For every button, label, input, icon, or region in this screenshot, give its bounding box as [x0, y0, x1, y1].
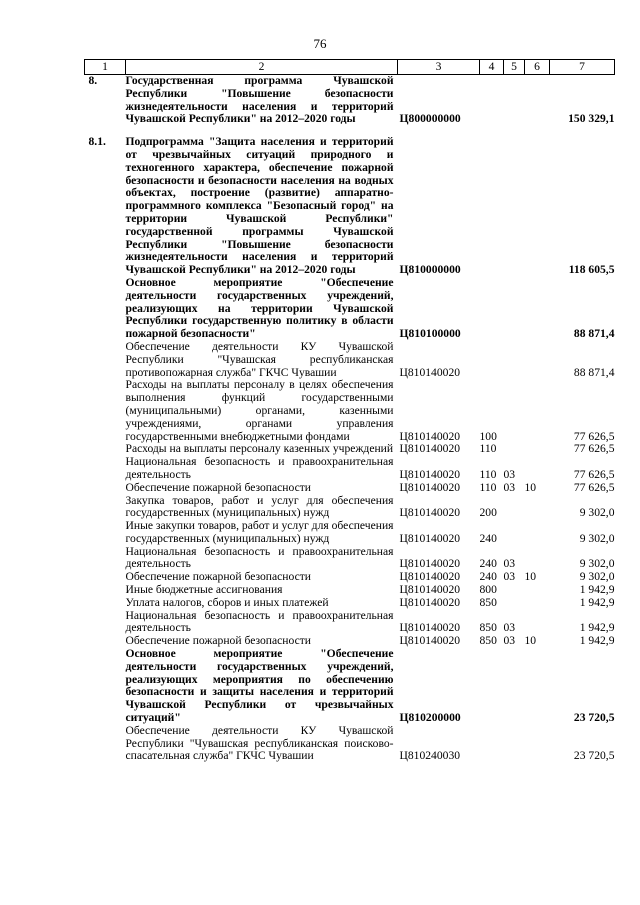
page-number: 76 [313, 36, 327, 51]
row-number [85, 610, 126, 636]
budget-table [84, 59, 615, 763]
row-number [85, 277, 126, 341]
row-target-code: Ц810140020 [399, 570, 461, 584]
row-section [504, 443, 525, 456]
row-subsection [525, 277, 550, 341]
row-expense-type [480, 341, 504, 379]
row-number [85, 341, 126, 379]
row-target-code: Ц810140020 [399, 480, 461, 494]
row-section: 03 [503, 557, 516, 571]
row-target-code: Ц810240030 [399, 749, 461, 763]
header-col-6: 6 [525, 60, 550, 75]
row-expense-type: 240 [479, 557, 497, 571]
table-row [85, 482, 615, 495]
row-number [85, 648, 126, 725]
row-number [85, 725, 126, 763]
row-subsection [525, 597, 550, 610]
row-name: Национальная безопасность и правоохранительная деятельность [125, 455, 394, 481]
row-expense-type [480, 277, 504, 341]
row-name: Обеспечение пожарной безопасности [125, 634, 312, 648]
row-amount: 118 605,5 [568, 263, 615, 277]
row-subsection: 10 [524, 570, 537, 584]
row-number [85, 482, 126, 495]
row-section [504, 277, 525, 341]
row-section: 03 [503, 480, 516, 494]
row-expense-type: 850 [479, 621, 497, 635]
row-expense-type: 850 [479, 634, 497, 648]
row-subsection [525, 725, 550, 763]
row-target-code: Ц810000000 [399, 263, 461, 277]
row-name: Иные бюджетные ассигнования [125, 583, 283, 597]
row-subsection [525, 520, 550, 546]
row-amount: 23 720,5 [573, 711, 615, 725]
row-subsection [525, 341, 550, 379]
row-number: 8. [88, 74, 98, 87]
table-row [85, 520, 615, 546]
row-number [85, 456, 126, 482]
table-row [85, 341, 615, 379]
row-subsection [525, 456, 550, 482]
row-amount: 9 302,0 [579, 570, 615, 584]
row-subsection [525, 495, 550, 521]
row-target-code: Ц810140020 [399, 531, 461, 545]
row-target-code: Ц810140020 [399, 595, 461, 609]
row-amount: 1 942,9 [579, 621, 615, 635]
row-name: Основное мероприятие "Обеспечение деятельности государственных учреждений, реализующих на территории Чувашской Республики государственную политику в области пожарной безопасности" [125, 275, 394, 341]
row-target-code: Ц810140020 [399, 557, 461, 571]
table-row [85, 648, 615, 725]
row-name: Государственная программа Чувашской Республики "Повышение безопасности жизнедеятельности населения и территорий Чувашской Республики" на 2012–2020 годы [125, 74, 394, 126]
row-number [85, 520, 126, 546]
row-section: 03 [503, 467, 516, 481]
table-body [85, 75, 615, 764]
header-col-2: 2 [126, 60, 398, 75]
header-col-4: 4 [480, 60, 504, 75]
row-name: Расходы на выплаты персоналу в целях обеспечения выполнения функций государственными (муниципальными) органами, казенными учреждениями, органами управления государственными внебюджетными фондами [125, 378, 394, 443]
row-name: Обеспечение деятельности КУ Чувашской Республики "Чувашская республиканская поисково-спасательная служба" ГКЧС Чувашии [125, 723, 394, 763]
row-expense-type: 110 [479, 480, 497, 494]
row-amount: 9 302,0 [579, 506, 615, 520]
row-number [85, 584, 126, 597]
row-number [85, 635, 126, 648]
row-amount: 1 942,9 [579, 595, 615, 609]
row-section [504, 75, 525, 127]
row-amount: 77 626,5 [573, 480, 615, 494]
row-target-code: Ц810140020 [399, 506, 461, 520]
row-amount: 88 871,4 [573, 327, 615, 341]
row-amount: 88 871,4 [573, 365, 615, 379]
row-expense-type [480, 648, 504, 725]
row-number [85, 379, 126, 443]
row-name: Закупка товаров, работ и услуг для обеспечения государственных (муниципальных) нужд [125, 493, 394, 520]
header-col-7: 7 [550, 60, 615, 75]
row-subsection: 10 [524, 634, 537, 648]
row-section [504, 495, 525, 521]
row-name: Подпрограмма "Защита населения и территорий от чрезвычайных ситуаций природного и техногенного характера, обеспечение пожарной безопасности и безопасности населения на водных объектах, построение (развитие) аппаратно-программного комплекса "Безопасный город" на территории Чувашской Республики" государственной программы Чувашской Республики "Повышение безопасности жизнедеятельности населения и территорий Чувашской Республики" на 2012–2020 годы [125, 135, 394, 277]
row-amount: 9 302,0 [579, 531, 615, 545]
row-section [504, 379, 525, 443]
row-section [504, 136, 525, 277]
row-target-code: Ц810140020 [399, 583, 461, 597]
row-number [85, 571, 126, 584]
row-name: Уплата налогов, сборов и иных платежей [125, 595, 329, 609]
row-number [85, 597, 126, 610]
row-amount: 77 626,5 [573, 442, 615, 456]
row-section: 03 [503, 634, 516, 648]
header-col-5: 5 [504, 60, 525, 75]
row-amount: 1 942,9 [579, 583, 615, 597]
row-number [85, 546, 126, 572]
row-expense-type [480, 75, 504, 127]
row-name: Обеспечение деятельности КУ Чувашской Республики "Чувашская республиканская противопожарная служба" ГКЧС Чувашии [125, 339, 394, 379]
row-subsection [525, 546, 550, 572]
row-expense-type: 200 [479, 506, 497, 520]
row-target-code: Ц810140020 [399, 365, 461, 379]
row-subsection [525, 648, 550, 725]
row-number [85, 443, 126, 456]
table-row [85, 597, 615, 610]
row-section [504, 648, 525, 725]
row-number [85, 495, 126, 521]
header-col-1: 1 [85, 60, 126, 75]
row-target-code: Ц800000000 [399, 112, 461, 126]
header-col-3: 3 [398, 60, 480, 75]
row-target-code: Ц810140020 [399, 429, 461, 443]
row-target-code: Ц810140020 [399, 634, 461, 648]
row-amount: 9 302,0 [579, 557, 615, 571]
row-amount: 150 329,1 [568, 112, 615, 126]
table-row [85, 546, 615, 572]
table-row [85, 75, 615, 127]
row-expense-type: 850 [479, 595, 497, 609]
row-expense-type: 240 [479, 531, 497, 545]
row-target-code: Ц810140020 [399, 442, 461, 456]
table-row [85, 495, 615, 521]
row-amount: 77 626,5 [573, 429, 615, 443]
row-expense-type: 100 [479, 429, 497, 443]
row-section: 03 [503, 570, 516, 584]
row-name: Иные закупки товаров, работ и услуг для обеспечения государственных (муниципальных) нужд [125, 519, 394, 545]
table-row [85, 610, 615, 636]
row-expense-type: 110 [479, 442, 497, 456]
row-expense-type [480, 725, 504, 763]
row-subsection [525, 136, 550, 277]
table-row [85, 277, 615, 341]
row-subsection [525, 584, 550, 597]
row-expense-type: 110 [479, 467, 497, 481]
row-name: Национальная безопасность и правоохранительная деятельность [125, 608, 394, 635]
row-section: 03 [503, 621, 516, 635]
table-row [85, 456, 615, 482]
row-amount: 1 942,9 [579, 634, 615, 648]
row-subsection [525, 75, 550, 127]
row-expense-type: 800 [479, 583, 497, 597]
header-row [85, 60, 615, 75]
row-name: Обеспечение пожарной безопасности [125, 480, 312, 494]
table-row [85, 725, 615, 763]
row-amount: 77 626,5 [573, 467, 615, 481]
row-section [504, 584, 525, 597]
row-subsection [525, 379, 550, 443]
row-target-code: Ц810100000 [399, 327, 461, 341]
table-header [85, 60, 615, 75]
row-name: Основное мероприятие "Обеспечение деятельности государственных учреждений, реализующих мероприятия по обеспечению безопасности и защиты населения и территорий Чувашской Республики от чрезвычайных ситуаций" [125, 647, 394, 725]
row-target-code: Ц810140020 [399, 467, 461, 481]
row-number: 8.1. [88, 135, 106, 149]
row-section [504, 520, 525, 546]
row-subsection [525, 610, 550, 636]
row-section [504, 341, 525, 379]
row-expense-type [480, 136, 504, 277]
row-name: Расходы на выплаты персоналу казенных учреждений [125, 442, 394, 456]
table-row [85, 584, 615, 597]
row-subsection [525, 443, 550, 456]
table-row [85, 379, 615, 443]
row-section [504, 597, 525, 610]
row-section [504, 725, 525, 763]
table-row [85, 136, 615, 277]
row-name: Обеспечение пожарной безопасности [125, 570, 312, 584]
row-target-code: Ц810200000 [399, 711, 461, 725]
row-target-code: Ц810140020 [399, 621, 461, 635]
row-amount: 23 720,5 [573, 749, 615, 763]
row-name: Национальная безопасность и правоохранительная деятельность [125, 544, 394, 571]
row-subsection: 10 [524, 480, 537, 494]
row-expense-type: 240 [479, 570, 497, 584]
